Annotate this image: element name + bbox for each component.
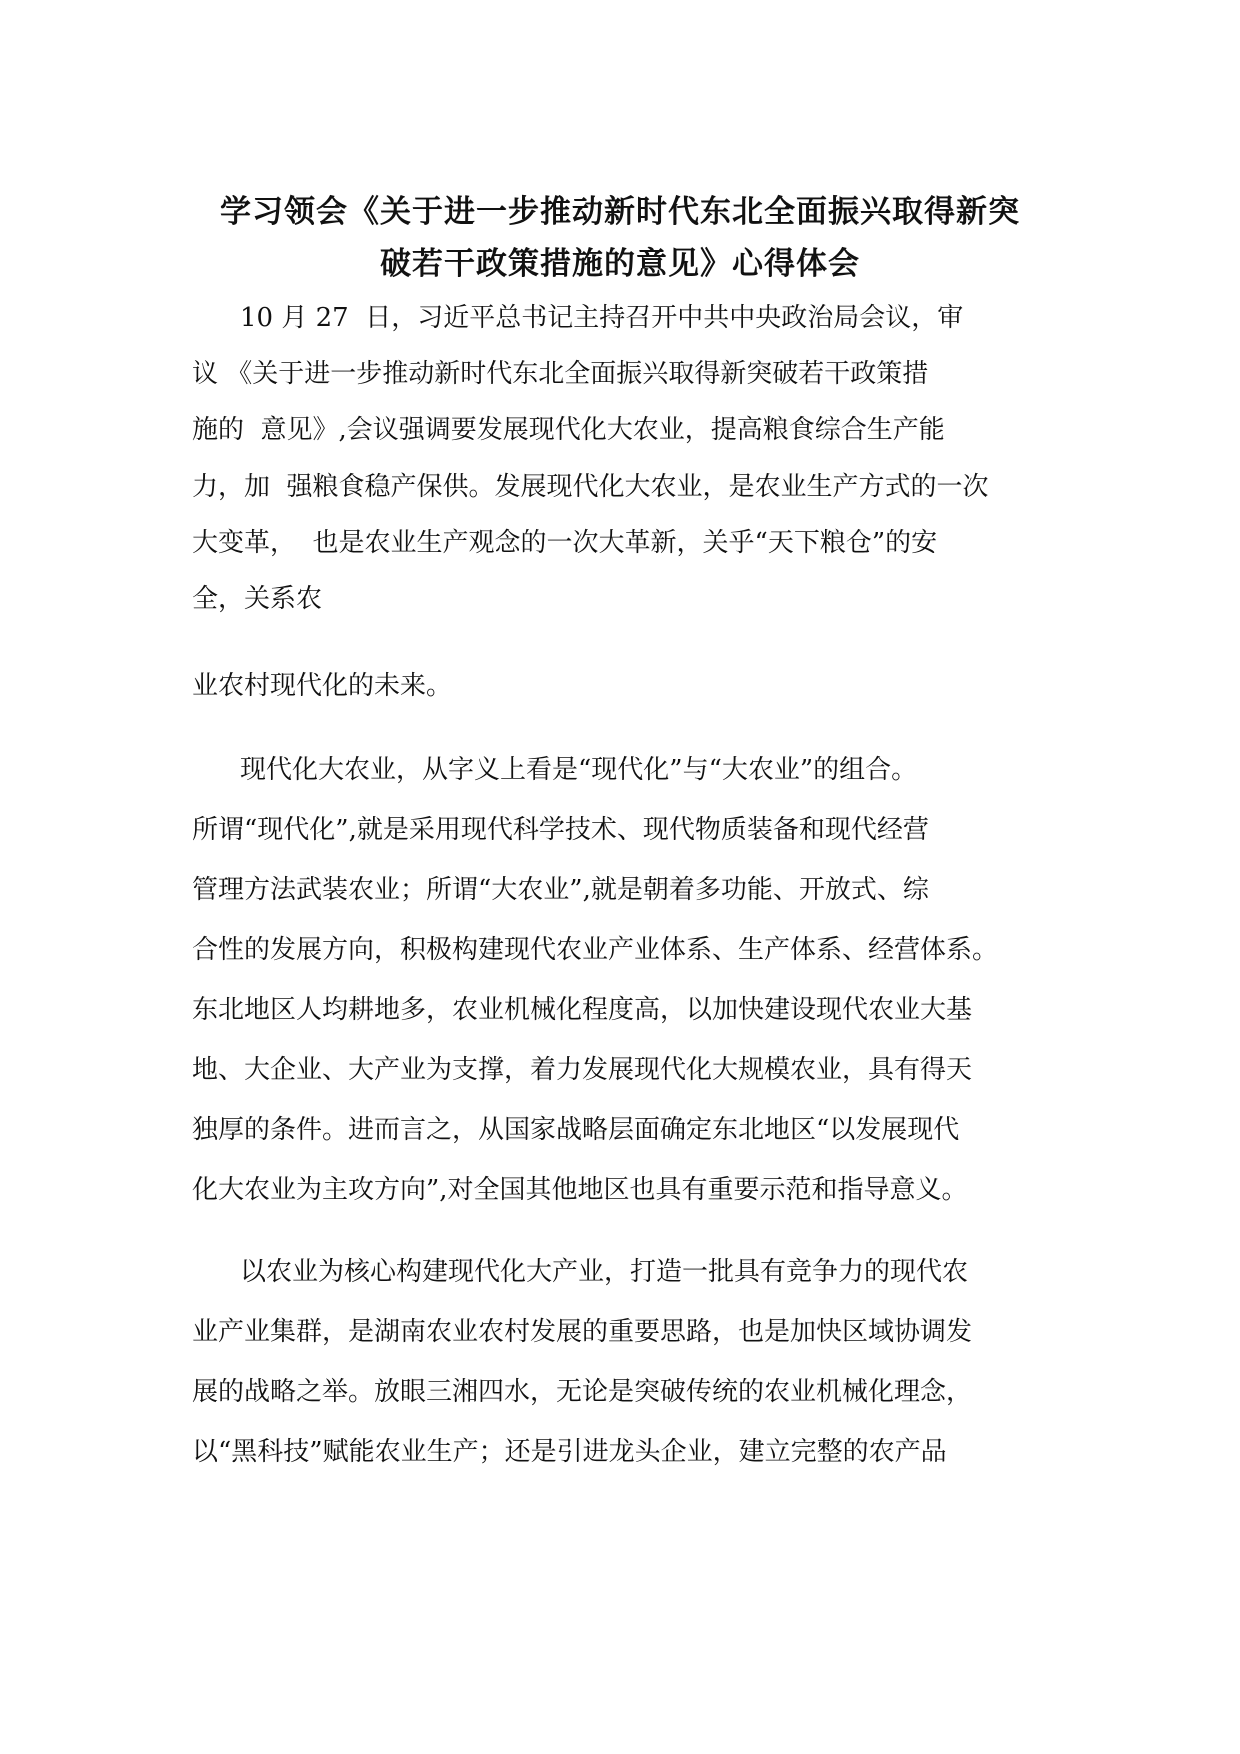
paragraph-3-line-3: 展的战略之举。放眼三湘四水，无论是突破传统的农业机械化理念，	[192, 1377, 973, 1407]
paragraph-1-line-3: 施的 意见》,会议强调要发展现代化大农业，提高粮食综合生产能	[192, 415, 945, 445]
paragraph-2-line-1: 现代化大农业，从字义上看是“现代化”与“大农业”的组合。	[240, 755, 918, 785]
paragraph-2-line-7: 独厚的条件。进而言之，从国家战略层面确定东北地区“以发展现代	[192, 1115, 960, 1145]
paragraph-3-line-1: 以农业为核心构建现代化大产业，打造一批具有竞争力的现代农	[240, 1257, 969, 1287]
paragraph-2-line-3: 管理方法武装农业；所谓“大农业”,就是朝着多功能、开放式、综	[192, 875, 929, 905]
paragraph-3-line-2: 业产业集群，是湖南农业农村发展的重要思路，也是加快区域协调发	[192, 1317, 973, 1347]
title-line-1: 学习领会《关于进一步推动新时代东北全面振兴取得新突	[220, 194, 1020, 230]
paragraph-1-line-6: 全，关系农	[192, 584, 323, 614]
paragraph-2-line-6: 地、大企业、大产业为支撑，着力发展现代化大规模农业，具有得天	[192, 1055, 973, 1085]
paragraph-1-line-2: 议 《关于进一步推动新时代东北全面振兴取得新突破若干政策措	[192, 359, 929, 389]
paragraph-2-line-2: 所谓“现代化”,就是采用现代科学技术、现代物质装备和现代经营	[192, 815, 929, 845]
paragraph-2-line-5: 东北地区人均耕地多，农业机械化程度高，以加快建设现代农业大基	[192, 995, 973, 1025]
paragraph-2-line-4: 合性的发展方向，积极构建现代农业产业体系、生产体系、经营体系。	[192, 935, 999, 965]
paragraph-2-line-8: 化大农业为主攻方向”,对全国其他地区也具有重要示范和指导意义。	[192, 1175, 968, 1205]
document-title	[190, 186, 1050, 290]
title-line-2: 破若干政策措施的意见》心得体会	[380, 246, 860, 282]
paragraph-1-line-1: 10 月 27 日，习近平总书记主持召开中共中央政治局会议，审	[240, 303, 964, 333]
paragraph-1-line-7: 业农村现代化的未来。	[192, 671, 453, 701]
paragraph-3-line-4: 以“黑科技”赋能农业生产；还是引进龙头企业，建立完整的农产品	[192, 1437, 947, 1467]
paragraph-1-line-4: 力，加 强粮食稳产保供。发展现代化大农业，是农业生产方式的一次	[192, 472, 989, 502]
paragraph-1-line-5: 大变革， 也是农业生产观念的一次大革新，关乎“天下粮仓”的安	[192, 528, 938, 558]
